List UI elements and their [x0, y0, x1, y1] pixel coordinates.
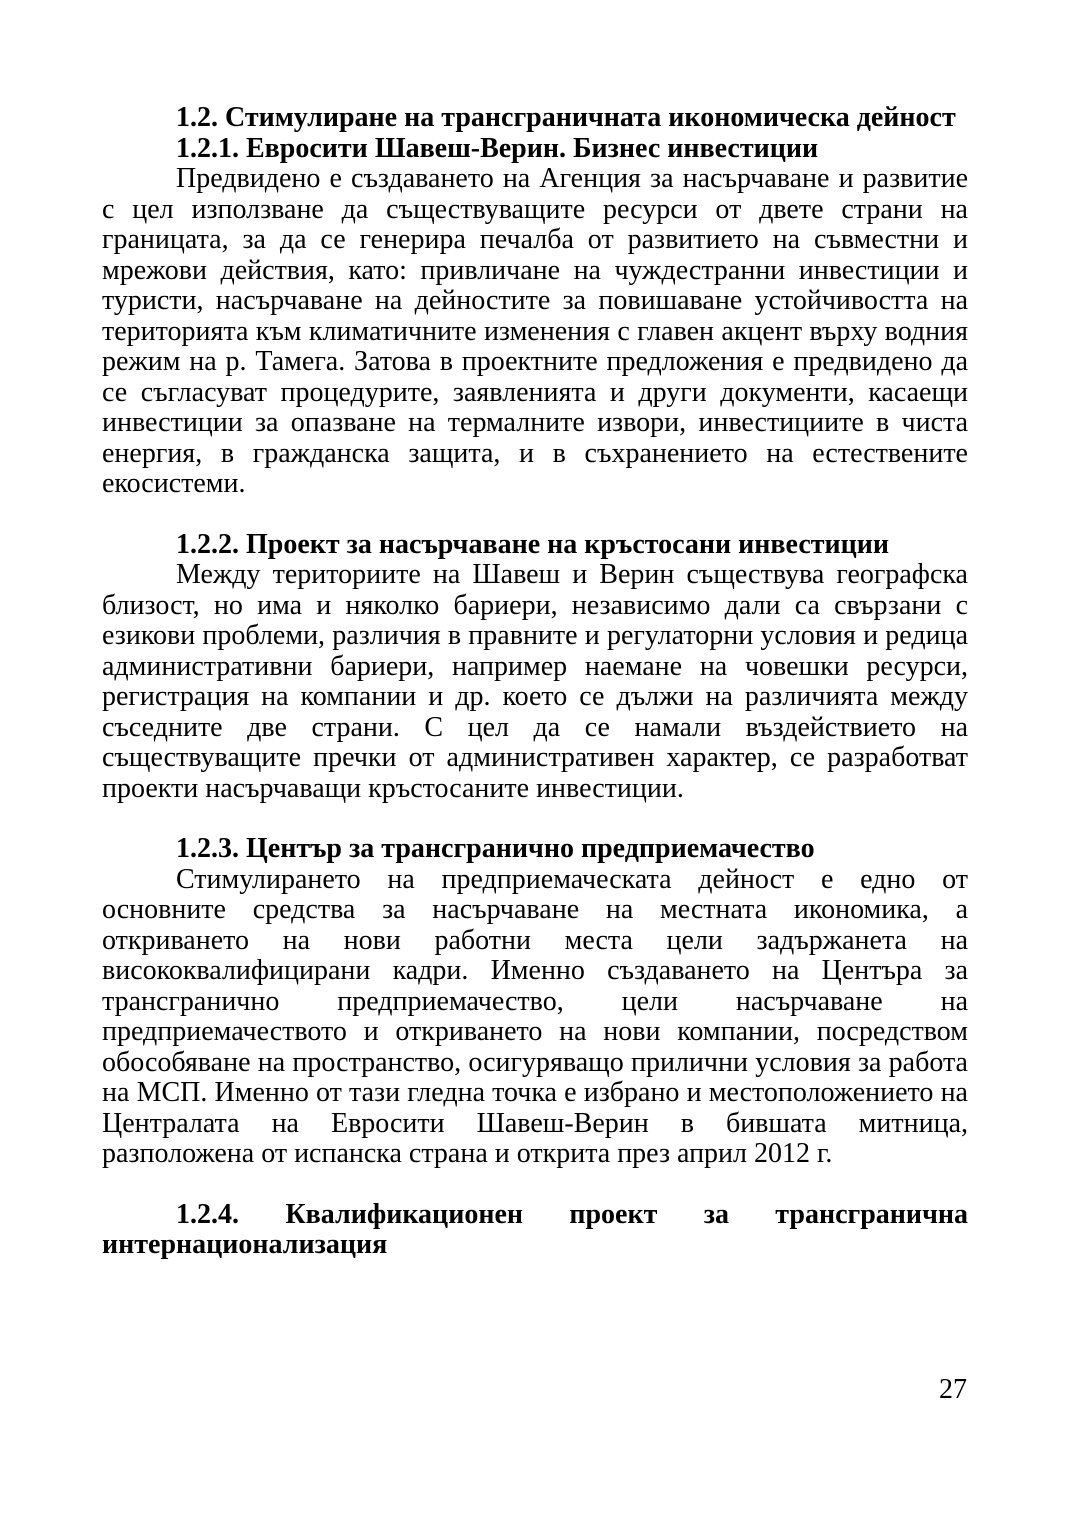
paragraph-spacer — [102, 1170, 968, 1200]
section-heading-1-2-2: 1.2.2. Проект за насърчаване на кръстосани инвестиции — [176, 528, 890, 560]
section-body-1-2-3: Стимулирането на предприемаческата дейност е едно от основните средства за насърчаване на местната икономика, а откриването на нови работни места цели задържанета на висококвалифицирани кадри. Именно създаването на Центъра за трансгранично предприемачество, цели насърчаване на предприемачеството и откриването на нови компании, посредством обособяване на пространство, осигуряващо прилични условия за работа на МСП. Именно от тази гледна точка е избрано и местоположението на Централата на Евросити Шавеш-Верин в бившата митница, разположена от испанска страна и открита през април 2012 г. — [102, 863, 968, 1169]
section-heading-1-2-4: 1.2.4. Квалификационен проект за трансгранична интернационализация — [102, 1198, 968, 1260]
section-body-1-2-2: Между териториите на Шавеш и Верин съществува географска близост, но има и няколко бариери, независимо дали са свързани с езикови проблеми, различия в правните и регулаторни условия и редица административни бариери, например наемане на човешки ресурси, регистрация на компании и др. което се дължи на различията между съседните две страни. С цел да се намали въздействието на съществуващите пречки от административен характер, се разработват проекти насърчаващи кръстосаните инвестиции. — [102, 559, 968, 804]
paragraph-spacer — [102, 804, 968, 834]
paragraph-spacer — [102, 500, 968, 530]
section-body-1-2-1: Предвидено е създаването на Агенция за насърчаване и развитие с цел използване да съществуващите ресурси от двете страни на границата, за да се генерира печалба от развитието на съвместни и мрежови действия, като: привличане на чуждестранни инвестиции и туристи, насърчаване на дейностите за повишаване устойчивостта на територията към климатичните изменения с главен акцент върху водния режим на р. Тамега. Затова в проектните предложения е предвидено да се съгласуват процедурите, заявленията и други документи, касаещи инвестиции за опазване на термалните извори, инвестициите в чиста енергия, в гражданска защита, и в съхранението на естествените екосистеми. — [102, 163, 968, 499]
section-heading-1-2-1: 1.2.1. Евросити Шавеш-Верин. Бизнес инвестиции — [176, 132, 819, 164]
page-number: 27 — [939, 1374, 967, 1405]
section-heading-1-2-3: 1.2.3. Център за трансгранично предприемачество — [176, 833, 815, 864]
page-content — [102, 103, 968, 1261]
section-heading-1-2: 1.2. Стимулиране на трансграничната икономическа дейност — [176, 102, 956, 133]
